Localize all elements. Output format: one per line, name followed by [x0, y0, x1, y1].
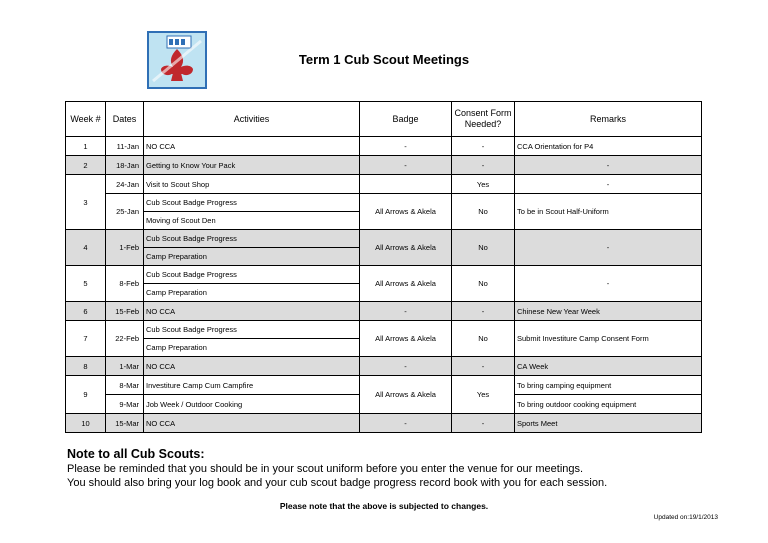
- consent-cell: Yes: [452, 175, 515, 194]
- consent-cell: No: [452, 194, 515, 230]
- remarks-cell: -: [515, 175, 702, 194]
- week-cell: 3: [66, 175, 106, 230]
- date-cell: 25-Jan: [106, 194, 144, 230]
- badge-cell: [360, 175, 452, 194]
- updated-date: Updated on:19/1/2013: [653, 514, 718, 521]
- table-row: [66, 230, 702, 248]
- remarks-cell: -: [515, 230, 702, 266]
- remarks-cell: To bring outdoor cooking equipment: [515, 395, 702, 414]
- table-row: [66, 376, 702, 395]
- week-cell: 7: [66, 321, 106, 357]
- consent-cell: -: [452, 414, 515, 433]
- remarks-cell: To be in Scout Half-Uniform: [515, 194, 702, 230]
- consent-cell: No: [452, 321, 515, 357]
- week-cell: 9: [66, 376, 106, 414]
- header-dates: Dates: [106, 102, 144, 137]
- remarks-cell: -: [515, 266, 702, 302]
- activity-cell: Camp Preparation: [144, 248, 360, 266]
- header-activities: Activities: [144, 102, 360, 137]
- header-week: Week #: [66, 102, 106, 137]
- date-cell: 24-Jan: [106, 175, 144, 194]
- consent-cell: -: [452, 137, 515, 156]
- badge-cell: All Arrows & Akela: [360, 376, 452, 414]
- note-line-logbook: You should also bring your log book and your cub scout badge progress record book with you for each session.: [67, 477, 608, 489]
- activity-cell: NO CCA: [144, 357, 360, 376]
- date-cell: 15-Feb: [106, 302, 144, 321]
- activity-cell: Getting to Know Your Pack: [144, 156, 360, 175]
- week-cell: 5: [66, 266, 106, 302]
- activity-cell: Moving of Scout Den: [144, 212, 360, 230]
- fleur-de-lis-icon: [147, 31, 207, 89]
- activity-cell: Cub Scout Badge Progress: [144, 194, 360, 212]
- consent-cell: -: [452, 302, 515, 321]
- table-row: [66, 302, 702, 321]
- date-cell: 11-Jan: [106, 137, 144, 156]
- badge-cell: -: [360, 156, 452, 175]
- date-cell: 22-Feb: [106, 321, 144, 357]
- activity-cell: Camp Preparation: [144, 284, 360, 302]
- consent-cell: -: [452, 357, 515, 376]
- activity-cell: Investiture Camp Cum Campfire: [144, 376, 360, 395]
- date-cell: 15-Mar: [106, 414, 144, 433]
- header-consent: Consent Form Needed?: [452, 102, 515, 137]
- week-cell: 6: [66, 302, 106, 321]
- activity-cell: Job Week / Outdoor Cooking: [144, 395, 360, 414]
- badge-cell: All Arrows & Akela: [360, 266, 452, 302]
- scout-logo: [147, 31, 207, 89]
- table-row: [66, 321, 702, 339]
- table-row: [66, 266, 702, 284]
- note-line-uniform: Please be reminded that you should be in your scout uniform before you enter the venue for our meetings.: [67, 463, 584, 475]
- consent-cell: Yes: [452, 376, 515, 414]
- badge-cell: All Arrows & Akela: [360, 230, 452, 266]
- week-cell: 2: [66, 156, 106, 175]
- date-cell: 18-Jan: [106, 156, 144, 175]
- table-row: [66, 156, 702, 175]
- table-row: [66, 194, 702, 212]
- table-row: [66, 414, 702, 433]
- meeting-schedule-table: [65, 101, 702, 433]
- remarks-cell: Chinese New Year Week: [515, 302, 702, 321]
- remarks-cell: -: [515, 156, 702, 175]
- date-cell: 1-Mar: [106, 357, 144, 376]
- table-row: [66, 137, 702, 156]
- page-title: Term 1 Cub Scout Meetings: [298, 52, 470, 67]
- remarks-cell: CCA Orientation for P4: [515, 137, 702, 156]
- remarks-cell: Submit Investiture Camp Consent Form: [515, 321, 702, 357]
- activity-cell: NO CCA: [144, 302, 360, 321]
- activity-cell: NO CCA: [144, 137, 360, 156]
- header-badge: Badge: [360, 102, 452, 137]
- activity-cell: Cub Scout Badge Progress: [144, 321, 360, 339]
- badge-cell: -: [360, 414, 452, 433]
- week-cell: 8: [66, 357, 106, 376]
- date-cell: 1-Feb: [106, 230, 144, 266]
- week-cell: 10: [66, 414, 106, 433]
- header-remarks: Remarks: [515, 102, 702, 137]
- table-row: [66, 175, 702, 194]
- consent-cell: No: [452, 266, 515, 302]
- consent-cell: No: [452, 230, 515, 266]
- date-cell: 8-Mar: [106, 376, 144, 395]
- badge-cell: All Arrows & Akela: [360, 194, 452, 230]
- table-row: [66, 357, 702, 376]
- remarks-cell: Sports Meet: [515, 414, 702, 433]
- note-heading: Note to all Cub Scouts:: [67, 447, 205, 461]
- activity-cell: Visit to Scout Shop: [144, 175, 360, 194]
- date-cell: 8-Feb: [106, 266, 144, 302]
- remarks-cell: CA Week: [515, 357, 702, 376]
- activity-cell: Camp Preparation: [144, 339, 360, 357]
- changes-notice: Please note that the above is subjected to changes.: [279, 501, 489, 511]
- week-cell: 1: [66, 137, 106, 156]
- badge-cell: -: [360, 302, 452, 321]
- badge-cell: -: [360, 137, 452, 156]
- week-cell: 4: [66, 230, 106, 266]
- badge-cell: -: [360, 357, 452, 376]
- activity-cell: Cub Scout Badge Progress: [144, 266, 360, 284]
- badge-cell: All Arrows & Akela: [360, 321, 452, 357]
- date-cell: 9-Mar: [106, 395, 144, 414]
- consent-cell: -: [452, 156, 515, 175]
- activity-cell: NO CCA: [144, 414, 360, 433]
- remarks-cell: To bring camping equipment: [515, 376, 702, 395]
- activity-cell: Cub Scout Badge Progress: [144, 230, 360, 248]
- table-header-row: [66, 102, 702, 137]
